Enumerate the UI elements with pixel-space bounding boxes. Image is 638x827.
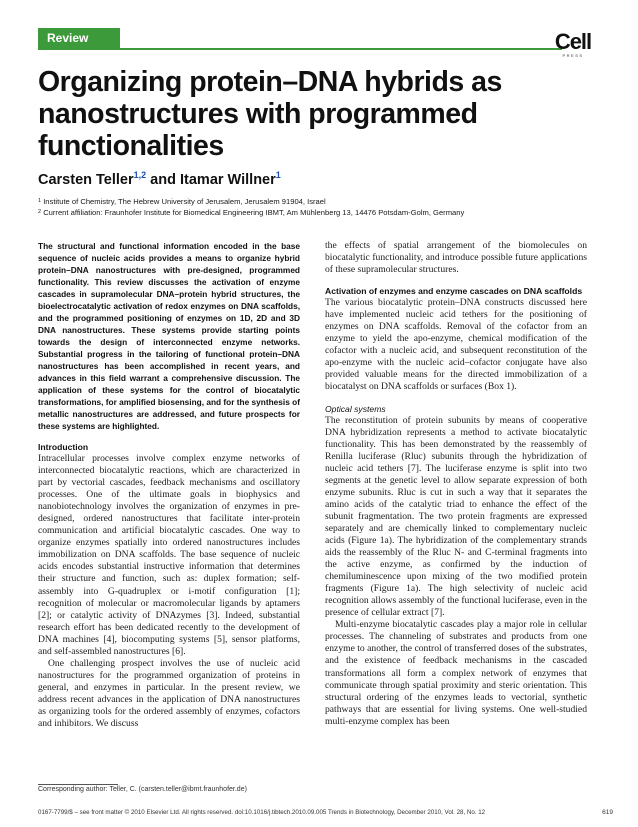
subsection-heading: Optical systems xyxy=(325,403,386,414)
right-column xyxy=(325,240,587,728)
author-name: Carsten Teller xyxy=(38,172,134,188)
author-affiliation-marker[interactable]: 1 xyxy=(275,170,281,180)
section-heading: Activation of enzymes and enzyme cascades on DNA scaffolds xyxy=(325,286,583,297)
footnote-rule xyxy=(38,784,118,785)
journal-logo-text: Cell xyxy=(554,29,592,54)
journal-logo-subtext: PRESS xyxy=(562,53,584,58)
author-affiliation-marker[interactable]: 1,2 xyxy=(133,170,147,180)
author-list xyxy=(38,172,281,188)
abstract: The structural and functional information encoded in the base sequence of nucleic acids provides a means to organize hybrid protein–DNA nanostructures with pre-designed, programmed functionality. This review discusses the activation of enzyme cascades in supramolecular DNA–protein hybrid structures, the bioelectrocatalytic activation of redox enzymes on DNA scaffolds, and the programmed positioning of enzymes on 1D, 2D and 3D DNA nanostructures. These systems provide starting points towards the design of interconnected enzyme networks. Substantial progress in the tailoring of functional protein–DNA nanostructures has been accomplished in recent years, and advances in this field warrant a comprehensive discussion. The application of these systems for the control of biocatalytic transformations, for amplified biosensing, and for the synthesis of metallic nanostructures are addressed, and future prospects for these systems are highlighted. xyxy=(38,241,300,431)
body-paragraph: Multi-enzyme biocatalytic cascades play a major role in cellular processes. The channeling of substrates and products from one enzyme to another, the control of transferred doses of the substrates, and the existence of feedback mechanisms in the cascaded transformations all form a complex network of enzymes that communicate through spatial proximity and steric orientation. This structural ordering of the enzymes leads to vectorial, synthetic pathways that are essential for living systems. One well-studied multi-enzyme complex has been xyxy=(325,619,587,727)
body-paragraph: One challenging prospect involves the use of nucleic acid nanostructures for the programmed organization of proteins in general, and enzymes in particular. In the present review, we address recent advances in the application of DNA nanostructures as organizing tools for the ordered assembly of enzymes, cofactors and inhibitors. We discuss xyxy=(38,657,300,730)
page-number: 619 xyxy=(602,809,613,816)
affiliation-line: $^2$ Current affiliation: Fraunhofer Institute for Biomedical Engineering IBMT, Am Mühlenberg 13, 14476 Potsdam-Golm, Germany xyxy=(38,208,465,217)
corresponding-author-note: Corresponding author: Teller, C. (carsten.teller@ibmt.fraunhofer.de) xyxy=(38,786,247,793)
journal-logo xyxy=(549,31,597,59)
body-paragraph: the effects of spatial arrangement of the biomolecules on biocatalytic functionality, and introduce possible future applications of these supramolecular structures. xyxy=(325,240,587,276)
section-tag: Review xyxy=(38,28,120,48)
legal-footer: 0167-7799/$ – see front matter © 2010 Elsevier Ltd. All rights reserved. doi:10.1016/j.tibtech.2010.09.005 Trends in Biotechnology, December 2010, Vol. 28, No. 12 xyxy=(38,809,486,816)
author-name: Itamar Willner xyxy=(180,172,276,188)
body-paragraph: The various biocatalytic protein–DNA constructs discussed here have implemented nucleic acid tethers for the positioning of enzymes on DNA scaffolds. Removal of the cofactor from an enzyme to yield the apo-enzyme, chemical modification of the cofactor with a nucleic acid, and subsequent reconstitution of the apo-enzyme with the nucleic acid–cofactor conjugate have also provided valuable means for the directed immobilization of a biocatalyst on DNA scaffolds or surfaces (Box 1). xyxy=(325,297,587,393)
author-joiner: and xyxy=(146,172,180,188)
affiliation-line: $^1$ Institute of Chemistry, The Hebrew University of Jerusalem, Jerusalem 91904, Israel xyxy=(38,197,326,206)
header-rule xyxy=(38,48,562,50)
body-paragraph: Intracellular processes involve complex enzyme networks of interconnected biocatalytic reactions, which are characterized in part by vectorial cascades, feedback mechanisms and oscillatory processes. One of the ultimate goals in biophysics and nanobiotechnology involves the organization of enzymes in pre-designed, ordered nanostructures that facilitate inter-protein communication and artificial biocatalytic cascades. One way to organize enzymes spatially into ordered nanostructures includes immobilization on DNA scaffolds. The base sequence of nucleic acids encodes substantial instructive information that determines their structure and function, such as: duplex formation; self-assembly into G-quadruplex or i-motif configuration [1]; recognition of molecular or macromolecular ligands by aptamers [2]; or catalytic activity of DNAzymes [3]. Indeed, substantial research effort has been dedicated recently to the development of DNA machines [4], biocomputing systems [5], sensor platforms, and self-assembled nanostructures [6]. xyxy=(38,453,300,657)
body-paragraph: The reconstitution of protein subunits by means of cooperative DNA hybridization represents a method to activate biocatalytic functionality. This has been demonstrated by the reassembly of Renilla luciferase (Rluc) subunits through the hybridization of nucleic acid tethers [7]. The luciferase enzyme is split into two segments at the genetic level to allow separate expression of both enzyme subunits. Rluc is cut in such a way that it separates the amino acids of the catalytic triad to enhance the effect of the subunit fragmentation. The two protein fragments are expressed separately and are chemically linked to complementary nucleic acids (Figure 1a). The hybridization of the complementary strands aids the reassembly of the Rluc N- and C-terminal fragments into the active enzyme, as confirmed by the induction of chemiluminescence upon mixing of the two modified protein fragments (Figure 1a). The high selectivity of nucleic acid recognition allows assembly of the functional luciferase, even in the presence of cellular extract [7]. xyxy=(325,414,587,619)
section-heading: Introduction xyxy=(38,442,89,452)
article-title: Organizing protein–DNA hybrids as nanostructures with programmed functionalities xyxy=(38,66,502,162)
affiliations xyxy=(38,196,608,218)
left-column xyxy=(38,240,300,730)
